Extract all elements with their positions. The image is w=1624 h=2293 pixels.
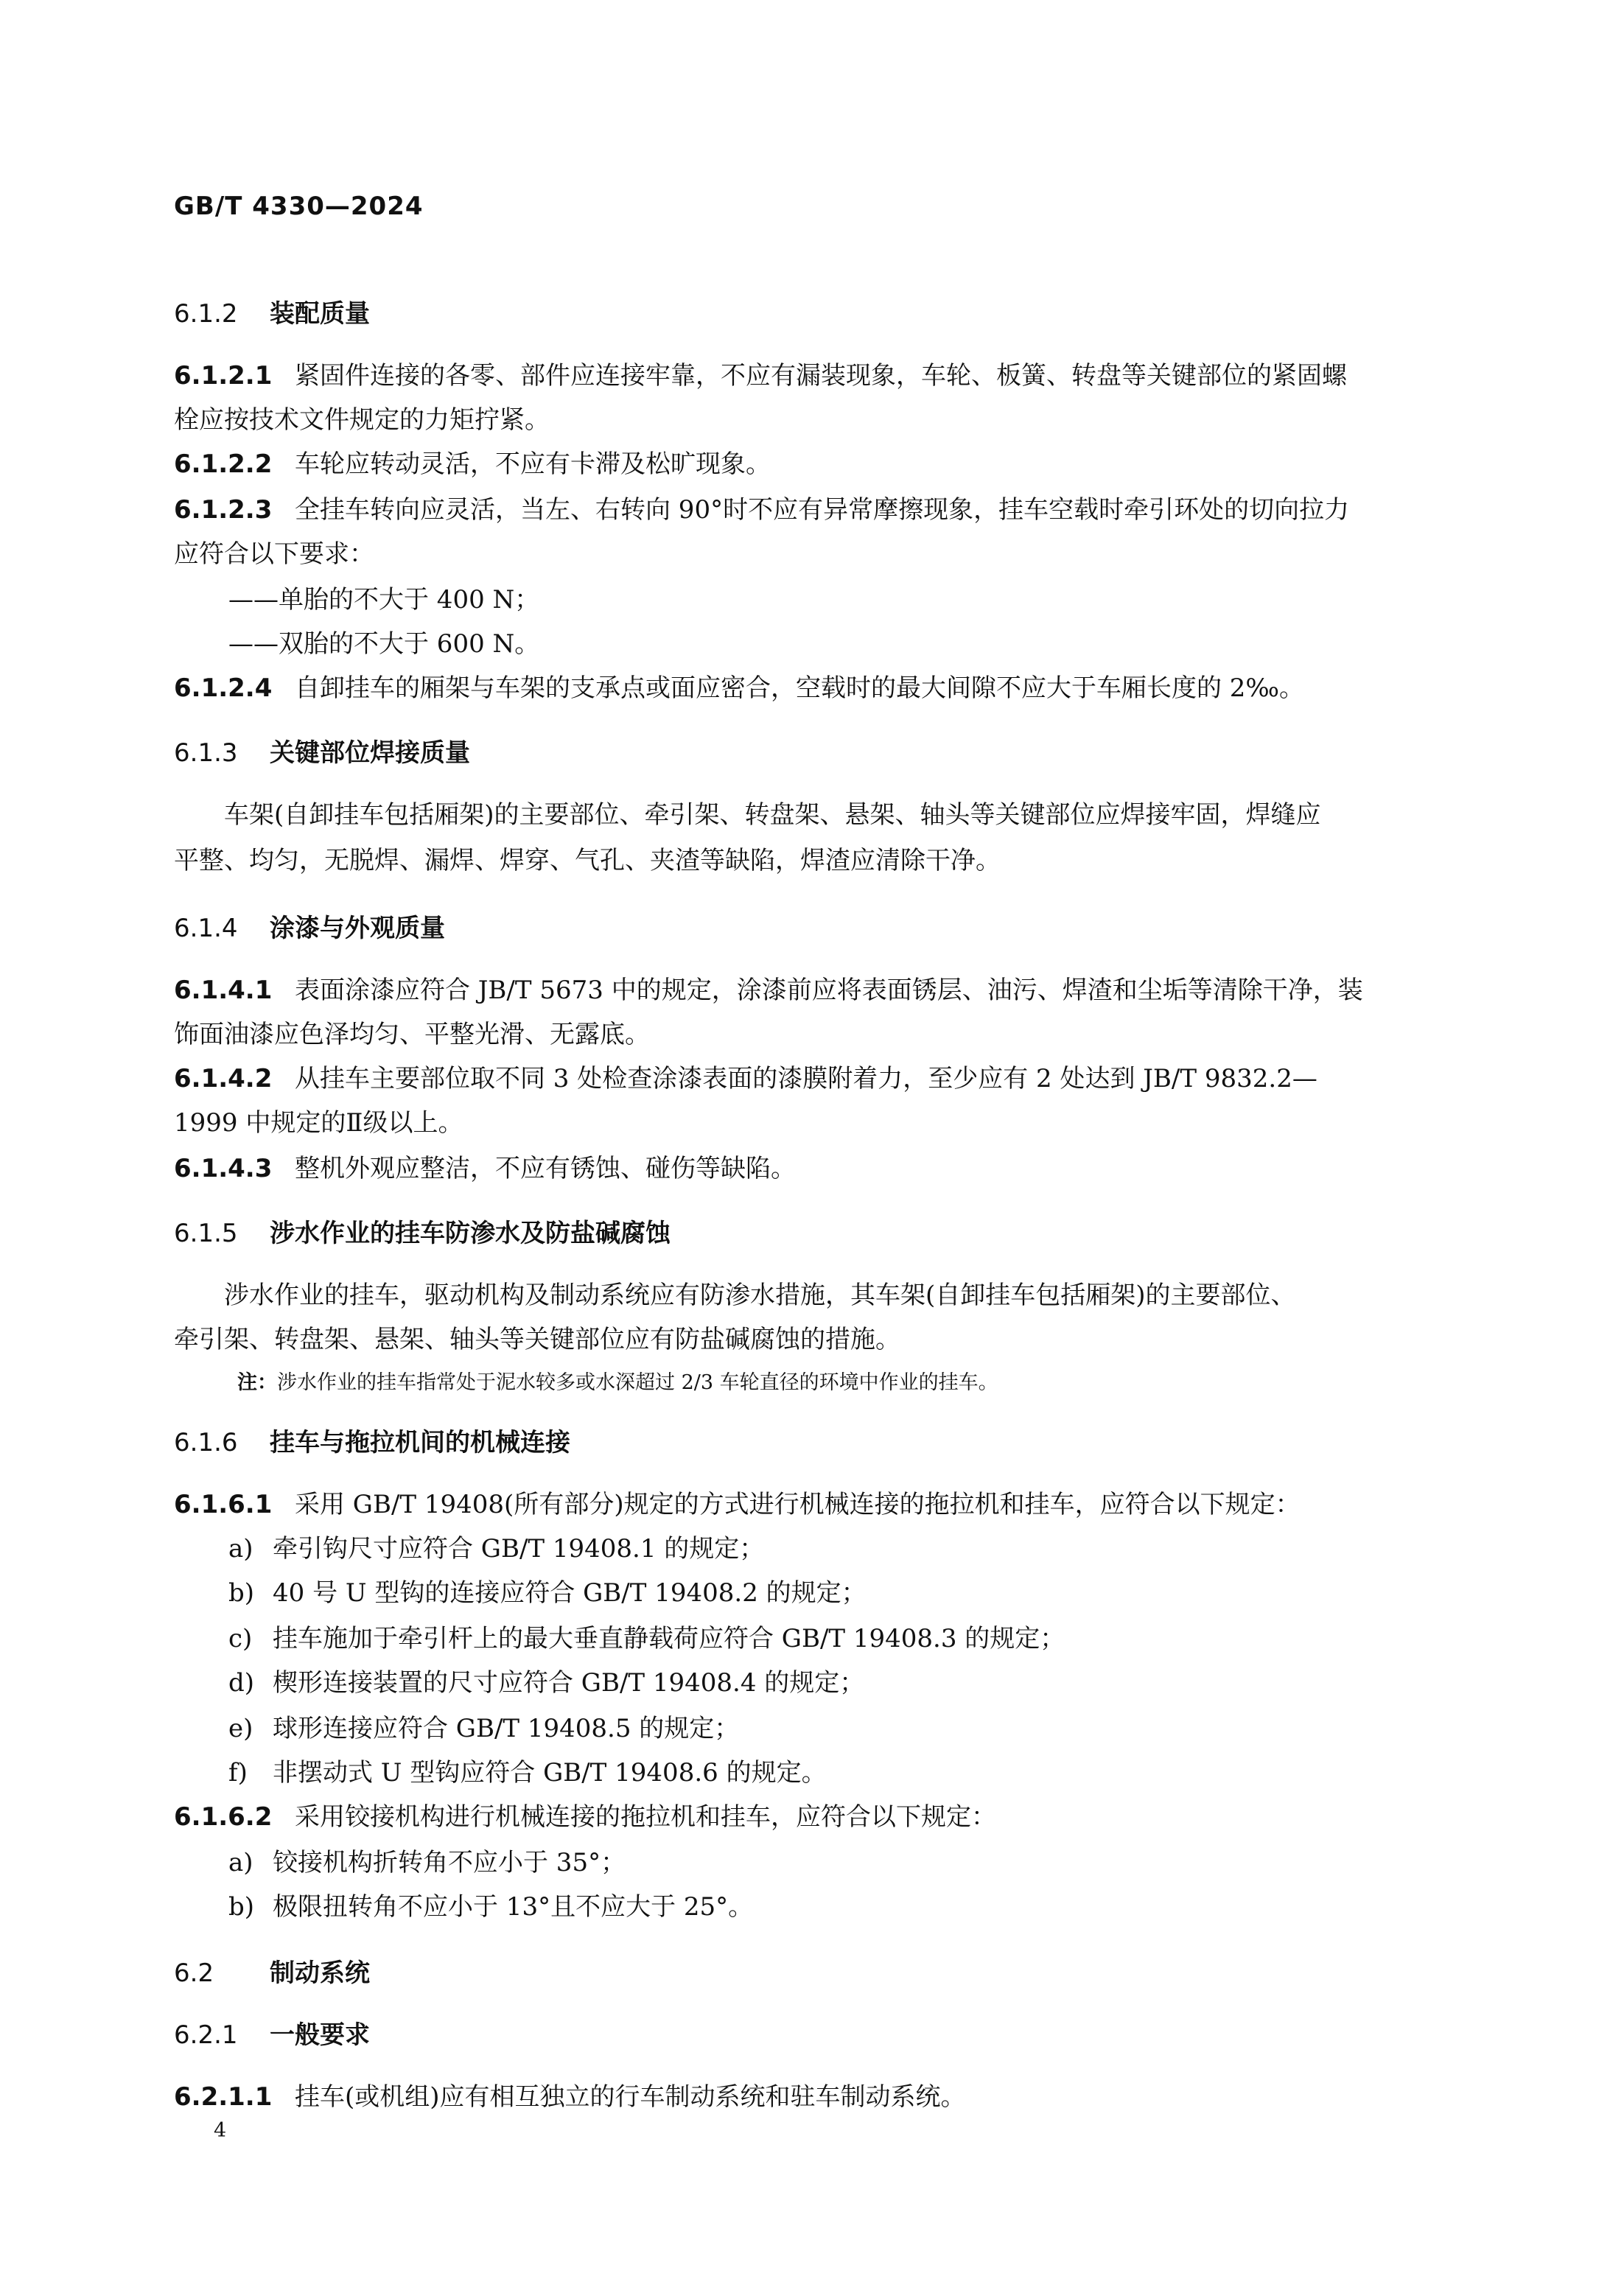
list-item-label: b)	[228, 1892, 255, 1922]
section-6-1-6-heading	[174, 1422, 570, 1458]
section-number: 6.2	[174, 1958, 214, 1988]
list-item-label: c)	[228, 1624, 253, 1653]
clause-text: 全挂车转向应灵活，当左、右转向 90°时不应有异常摩擦现象，挂车空载时牵引环处的切向拉力	[295, 495, 1350, 525]
clause-text: 自卸挂车的厢架与车架的支承点或面应密合，空载时的最大间隙不应大于车厢长度的 2‰。	[295, 673, 1305, 703]
clause-number: 6.1.2.1	[174, 361, 273, 391]
clause-text: 从挂车主要部位取不同 3 处检查涂漆表面的漆膜附着力，至少应有 2 处达到 JB/T 9832.2—	[295, 1064, 1317, 1093]
list-item-label: a)	[228, 1848, 253, 1877]
clause-number: 6.1.4.2	[174, 1064, 273, 1093]
section-number: 6.1.3	[174, 738, 238, 768]
clause-text-continued: 应符合以下要求：	[174, 539, 374, 569]
clause-text: 采用 GB/T 19408(所有部分)规定的方式进行机械连接的拖拉机和挂车，应符合以下规定：	[295, 1490, 1301, 1519]
clause-text: 挂车(或机组)应有相互独立的行车制动系统和驻车制动系统。	[295, 2082, 966, 2112]
clause-text: 采用铰接机构进行机械连接的拖拉机和挂车，应符合以下规定：	[295, 1802, 996, 1832]
clause-6-1-2-3	[174, 489, 1349, 525]
section-title: 挂车与拖拉机间的机械连接	[270, 1428, 570, 1457]
list-item-label: a)	[228, 1534, 253, 1564]
clause-6-1-6-2	[174, 1796, 996, 1832]
section-number: 6.1.6	[174, 1428, 238, 1457]
list-item	[228, 1572, 867, 1608]
clause-number: 6.1.2.3	[174, 495, 273, 525]
section-6-2-heading	[174, 1953, 370, 1989]
paragraph-line: 牵引架、转盘架、悬架、轴头等关键部位应有防盐碱腐蚀的措施。	[174, 1325, 900, 1354]
clause-number: 6.1.4.3	[174, 1154, 273, 1183]
clause-text-continued: 饰面油漆应色泽均匀、平整光滑、无露底。	[174, 1020, 650, 1049]
clause-number: 6.1.6.2	[174, 1802, 273, 1832]
section-number: 6.1.4	[174, 914, 238, 943]
clause-number: 6.1.2.4	[174, 673, 273, 703]
paragraph-line: 平整、均匀，无脱焊、漏焊、焊穿、气孔、夹渣等缺陷，焊渣应清除干净。	[174, 846, 1001, 875]
list-item	[228, 1528, 764, 1564]
list-item-text: 40 号 U 型钩的连接应符合 GB/T 19408.2 的规定；	[273, 1578, 867, 1608]
list-item-text: 牵引钩尺寸应符合 GB/T 19408.1 的规定；	[273, 1534, 765, 1564]
list-item-label: f)	[228, 1758, 248, 1788]
section-title: 一般要求	[270, 2020, 370, 2050]
clause-text: 表面涂漆应符合 JB/T 5673 中的规定，涂漆前应将表面锈层、油污、焊渣和尘垢等清除干净，装	[295, 976, 1363, 1005]
clause-text: 整机外观应整洁，不应有锈蚀、碰伤等缺陷。	[295, 1154, 796, 1183]
note-label: 注：	[237, 1371, 277, 1394]
list-item-text: 楔形连接装置的尺寸应符合 GB/T 19408.4 的规定；	[273, 1668, 865, 1698]
clause-text: 车轮应转动灵活，不应有卡滞及松旷现象。	[295, 449, 771, 479]
note-text: 涉水作业的挂车指常处于泥水较多或水深超过 2/3 车轮直径的环境中作业的挂车。	[277, 1371, 998, 1394]
clause-number: 6.2.1.1	[174, 2082, 273, 2112]
list-item	[228, 1886, 753, 1922]
list-item	[228, 1752, 827, 1788]
section-title: 关键部位焊接质量	[270, 738, 470, 768]
list-item-label: d)	[228, 1668, 255, 1698]
paragraph-line: 涉水作业的挂车，驱动机构及制动系统应有防渗水措施，其车架(自卸挂车包括厢架)的主要部位、	[224, 1281, 1296, 1310]
section-title: 制动系统	[270, 1958, 370, 1988]
clause-6-1-6-1	[174, 1484, 1301, 1520]
clause-number: 6.1.4.1	[174, 976, 273, 1005]
dash-item: ——单胎的不大于 400 N；	[228, 585, 540, 615]
clause-6-1-2-2	[174, 444, 771, 480]
list-item-label: e)	[228, 1714, 253, 1743]
clause-6-1-2-1	[174, 355, 1347, 391]
note	[237, 1366, 998, 1395]
list-item-label: b)	[228, 1578, 255, 1608]
document-code: GB/T 4330—2024	[174, 192, 424, 221]
clause-number: 6.1.2.2	[174, 449, 273, 479]
list-item	[228, 1662, 864, 1698]
section-title: 涂漆与外观质量	[270, 914, 445, 943]
section-6-1-5-heading	[174, 1213, 671, 1249]
clause-6-1-4-1	[174, 970, 1363, 1006]
list-item-text: 挂车施加于牵引杆上的最大垂直静载荷应符合 GB/T 19408.3 的规定；	[273, 1624, 1065, 1653]
section-number: 6.2.1	[174, 2020, 238, 2050]
section-title: 装配质量	[270, 299, 370, 329]
clause-text-continued: 1999 中规定的Ⅱ级以上。	[174, 1108, 463, 1138]
section-6-1-2-heading	[174, 293, 370, 329]
section-number: 6.1.5	[174, 1219, 238, 1248]
dash-item: ——双胎的不大于 600 N。	[228, 629, 540, 659]
list-item-text: 铰接机构折转角不应小于 35°；	[273, 1848, 626, 1877]
clause-text: 紧固件连接的各零、部件应连接牢靠，不应有漏装现象，车轮、板簧、转盘等关键部位的紧固螺	[295, 361, 1347, 391]
section-number: 6.1.2	[174, 299, 238, 329]
clause-6-1-2-4	[174, 668, 1304, 704]
list-item	[228, 1618, 1065, 1654]
clause-6-2-1-1	[174, 2076, 966, 2112]
page-number: 4	[214, 2119, 227, 2142]
section-6-1-4-heading	[174, 908, 445, 944]
list-item-text: 极限扭转角不应小于 13°且不应大于 25°。	[273, 1892, 754, 1922]
clause-6-1-4-2	[174, 1058, 1317, 1094]
clause-number: 6.1.6.1	[174, 1490, 273, 1519]
list-item	[228, 1842, 626, 1878]
list-item	[228, 1708, 739, 1744]
section-title: 涉水作业的挂车防渗水及防盐碱腐蚀	[270, 1219, 671, 1248]
paragraph-line: 车架(自卸挂车包括厢架)的主要部位、牵引架、转盘架、悬架、轴头等关键部位应焊接牢固，焊缝应	[224, 800, 1321, 830]
clause-text-continued: 栓应按技术文件规定的力矩拧紧。	[174, 405, 550, 435]
section-6-1-3-heading	[174, 732, 470, 769]
clause-6-1-4-3	[174, 1148, 796, 1184]
list-item-text: 非摆动式 U 型钩应符合 GB/T 19408.6 的规定。	[273, 1758, 827, 1788]
list-item-text: 球形连接应符合 GB/T 19408.5 的规定；	[273, 1714, 740, 1743]
section-6-2-1-heading	[174, 2014, 370, 2051]
